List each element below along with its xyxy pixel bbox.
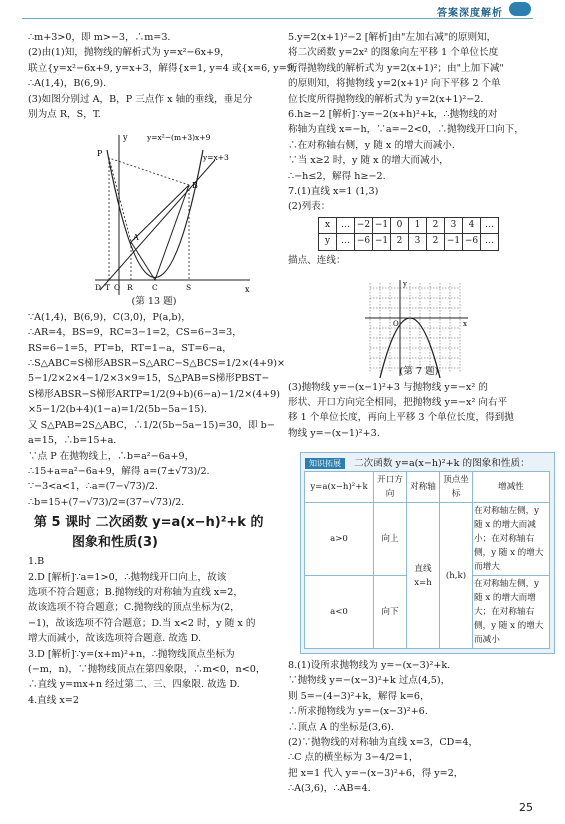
table-cell: 1 <box>409 217 427 233</box>
point-label-b: B <box>192 181 198 190</box>
knowledge-title-row <box>301 453 554 471</box>
text-line: ∵A(1,4)，B(6,9)，C(3,0)，P(a,b)， <box>28 311 191 323</box>
point-label-t: T <box>105 283 111 292</box>
text-line: 选项不符合题意；B.抛物线的对称轴为直线 x=2， <box>28 586 243 598</box>
table-header: 开口方向 <box>374 472 407 503</box>
text-line: S梯形ABSR−S梯形ARTP=1/2(9+b)(6−a)−1/2×(4+9) <box>28 388 281 400</box>
text-line: ∵点 P 在抛物线上，∴b=a²−6a+9， <box>28 450 195 462</box>
figure-7-graph <box>360 278 470 378</box>
text-line: (2)由(1)知，抛物线的解析式为 y=x²−6x+9， <box>28 47 230 59</box>
line-label: y=x+3 <box>203 153 229 162</box>
text-line: 增大而减小，故该选项符合题意. 故选 D. <box>28 633 202 645</box>
table-header: 顶点坐标 <box>440 472 473 503</box>
curve-label: y=x²−(m+3)x+9 <box>147 133 211 142</box>
text-line: (2)∵抛物线的对称轴为直线 x=3，CD=4， <box>288 737 479 749</box>
text-line: 移 1 个单位长度，再向上平移 3 个单位长度，得到抛 <box>288 412 514 424</box>
table-cell: … <box>337 234 355 250</box>
text-line: −1)，故该选项不符合题意；D.当 x<2 时，y 随 x 的 <box>28 617 256 629</box>
text-line: 则 5=−(4−3)²+k，解得 k=6， <box>288 690 430 702</box>
right-column <box>288 30 550 441</box>
table-header: y=a(x−h)²+k <box>305 472 374 503</box>
table-cell: (h,k) <box>440 503 473 649</box>
table-row-x <box>319 217 499 233</box>
table-cell: −6 <box>463 234 481 250</box>
value-table <box>318 217 499 251</box>
text-line: 的原则知，将抛物线 y=2(x+1)² 向下平移 2 个单 <box>288 78 501 90</box>
section-title: 第 5 课时 二次函数 y=a(x−h)²+k 的 <box>34 515 264 531</box>
text-line: 联立{y=x²−6x+9, y=x+3，解得{x=1, y=4 或{x=6, y=9， <box>28 62 303 74</box>
table-header: 对称轴 <box>407 472 440 503</box>
text-line: ∴b=15+(7−√73)/2=(37−√73)/2. <box>28 496 185 508</box>
text-line: 1.B <box>28 556 45 568</box>
table-cell: 直线 x=h <box>407 503 440 649</box>
text-line: 2.D [解析]∵a=1>0，∴抛物线开口向上，故该 <box>28 571 227 583</box>
text-line: ∴A(3,6)，∴AB=4. <box>288 783 371 795</box>
text-line: ×5−1/2(b+4)(1−a)=1/2(5b−5a−15). <box>28 404 208 416</box>
text-line: 5−1/2×2×4−1/2×3×9=15，S△PAB=S梯形PBST− <box>28 373 270 385</box>
table-cell: −1 <box>373 234 391 250</box>
triangle-pab <box>109 158 189 242</box>
right-column-bottom <box>288 658 550 797</box>
table-cell: … <box>337 217 355 233</box>
table-cell: y <box>319 234 337 250</box>
table-cell: … <box>481 217 499 233</box>
text-line: ∴所求抛物线为 y=−(x−3)²+6. <box>288 706 428 718</box>
text-line: (3)如图分别过 A，B，P 三点作 x 轴的垂线，垂足分 <box>28 93 253 105</box>
text-line: 所得抛物线的解析式为 y=2(x+1)²；由"上加下减" <box>288 62 504 74</box>
text-line: ∴−h≤2，解得 h≥−2. <box>288 170 386 182</box>
table-cell: 2 <box>391 234 409 250</box>
text-line: a=15，∴b=15+a. <box>28 435 117 447</box>
table-cell: −6 <box>355 234 373 250</box>
text-line: 7.(1)直线 x=1 (1,3) <box>288 186 379 198</box>
knowledge-box <box>300 452 555 654</box>
point-label-c: C <box>152 283 158 292</box>
point-label-r: R <box>127 283 133 292</box>
text-line: ∵−3<a<1，∴a=(7−√73)/2. <box>28 481 158 493</box>
point-label-s: S <box>186 283 192 292</box>
figure-7-caption: (第 7 题) <box>399 366 439 378</box>
x-axis-label: x <box>245 285 250 294</box>
point-label-p: P <box>97 149 103 158</box>
section-subtitle: 图象和性质(3) <box>72 535 158 551</box>
page-header <box>0 0 565 22</box>
table-cell: a<0 <box>305 576 374 649</box>
figure-13-caption: (第 13 题) <box>131 296 177 308</box>
text-line: ∵当 x≥2 时，y 随 x 的增大而减小， <box>288 155 449 167</box>
knowledge-title: 二次函数 y=a(x−h)²+k 的图象和性质： <box>354 458 530 469</box>
text-line: 描点、连线： <box>288 254 346 266</box>
text-line: ∴在对称轴右侧，y 随 x 的增大而减小. <box>288 139 455 151</box>
text-line: 位长度所得抛物线的解析式为 y=2(x+1)²−2. <box>288 93 484 105</box>
table-cell: 2 <box>427 234 445 250</box>
y-axis-label: y <box>123 133 128 142</box>
text-line: ∴S△ABC=S梯形ABSR−S△ARC−S△BCS=1/2×(4+9)× <box>28 358 286 370</box>
text-line: ∵抛物线 y=−(x−3)²+k 过点(4,5)， <box>288 675 451 687</box>
text-line: ∴AR=4，BS=9，RC=3−1=2，CS=6−3=3， <box>28 327 242 339</box>
table-cell: 向上 <box>374 503 407 576</box>
table-cell: 3 <box>445 217 463 233</box>
table-cell: 向下 <box>374 576 407 649</box>
text-line: 故该选项不符合题意；C.抛物线的顶点坐标为(2， <box>28 602 240 614</box>
text-line: 别为点 R，S，T. <box>28 109 101 121</box>
text-line: (2)列表： <box>288 201 331 213</box>
point-label-a: A <box>133 233 139 242</box>
origin-label: O <box>393 320 399 328</box>
text-line: (−m，n)，∵抛物线顶点在第四象限，∴m<0，n<0， <box>28 663 266 675</box>
header-logo-icon <box>509 2 531 16</box>
x-axis-label: x <box>463 320 467 328</box>
table-cell: 在对称轴左侧，y 随 x 的增大而减小；在对称轴右侧，y 随 x 的增大而增大 <box>473 503 550 576</box>
table-header-row <box>305 472 550 503</box>
page-number: 25 <box>519 801 533 814</box>
text-line: 将二次函数 y=2x² 的图象向左平移 1 个单位长度 <box>288 47 499 59</box>
table-cell: … <box>481 234 499 250</box>
text-line: ∴直线 y=mx+n 经过第二、三、四象限. 故选 D. <box>28 679 240 691</box>
point-label-o: O <box>114 283 121 292</box>
table-cell: 0 <box>391 217 409 233</box>
line-y-x-plus-3 <box>100 160 215 290</box>
text-line: 6.h≥−2 [解析]∵y=−2(x+h)²+k，∴抛物线的对 <box>288 109 498 121</box>
table-cell: x <box>319 217 337 233</box>
text-line: ∴顶点 A 的坐标是(3,6). <box>288 721 394 733</box>
table-cell: −1 <box>373 217 391 233</box>
text-line: 4.直线 x=2 <box>28 694 79 706</box>
point-label-d: D <box>95 283 102 292</box>
text-line: 把 x=1 代入 y=−(x−3)²+6，得 y=2， <box>288 767 464 779</box>
knowledge-table <box>304 471 550 649</box>
text-line: ∴m+3>0，即 m>−3，∴m=3. <box>28 32 171 43</box>
y-axis-label: y <box>403 280 407 288</box>
table-cell: 3 <box>409 234 427 250</box>
table-cell: 4 <box>463 217 481 233</box>
text-line: 5.y=2(x+1)²−2 [解析]由"左加右减"的原则知， <box>288 32 497 43</box>
table-row <box>305 503 550 576</box>
text-line: 8.(1)设所求抛物线为 y=−(x−3)²+k. <box>288 660 451 671</box>
table-cell: 在对称轴左侧，y 随 x 的增大而增大；在对称轴右侧，y 随 x 的增大而减小 <box>473 576 550 649</box>
text-line: ∴C 点的横坐标为 3−4/2=1， <box>288 752 419 764</box>
text-line: ∴A(1,4)，B(6,9). <box>28 78 107 90</box>
text-line: ∴15+a=a²−6a+9，解得 a=(7±√73)/2. <box>28 465 210 477</box>
header-title: 答案深度解析 <box>437 8 503 19</box>
table-cell: −2 <box>355 217 373 233</box>
text-line: 又 S△PAB=2S△ABC，∴1/2(5b−5a−15)=30，即 b− <box>28 419 275 431</box>
table-row-y <box>319 234 499 250</box>
grid-lines <box>370 283 460 373</box>
text-line: 称轴为直线 x=−h，∵a=−2<0，∴抛物线开口向下， <box>288 124 524 136</box>
text-line: (3)抛物线 y=−(x−1)²+3 与抛物线 y=−x² 的 <box>288 381 488 393</box>
figure-13-graph <box>85 130 255 300</box>
text-line: RS=6−1=5，PT=b，RT=1−a，ST=6−a， <box>28 342 232 354</box>
table-cell: a>0 <box>305 503 374 576</box>
text-line: 3.D [解析]∵y=(x+m)²+n，∴抛物线顶点坐标为 <box>28 648 235 660</box>
text-line: 物线 y=−(x−1)²+3. <box>288 427 380 439</box>
table-cell: −1 <box>445 234 463 250</box>
table-cell: 2 <box>427 217 445 233</box>
table-header: 增减性 <box>473 472 550 503</box>
knowledge-tag: 知识拓展 <box>305 458 345 469</box>
text-line: 形状、开口方向完全相同，把抛物线 y=−x² 向右平 <box>288 396 508 408</box>
